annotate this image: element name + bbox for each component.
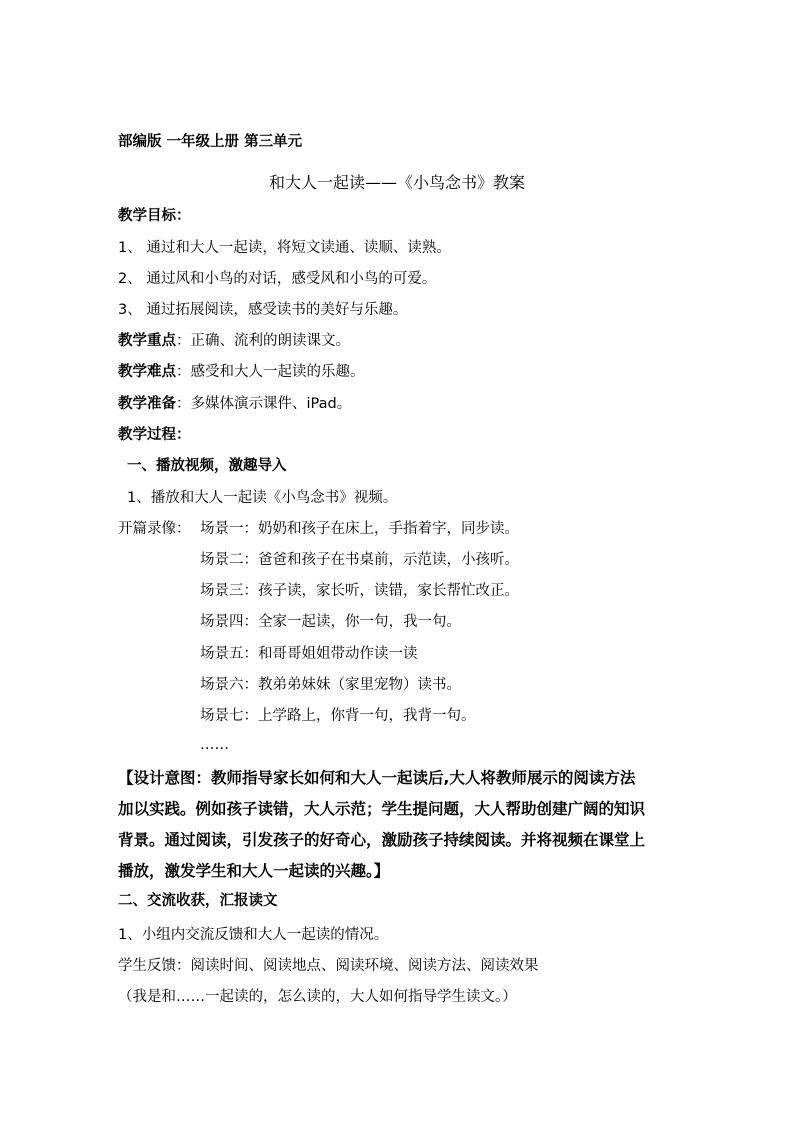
feedback-text: 学生反馈：阅读时间、阅读地点、阅读环境、阅读方法、阅读效果	[118, 958, 539, 974]
objectives-heading: 教学目标：	[118, 208, 191, 224]
key-point-label: 教学重点	[118, 333, 176, 349]
section1-title: 一、播放视频，激趣导入	[127, 458, 287, 474]
section2-title: 二、交流收获，汇报读文	[118, 893, 278, 909]
key-point-text: ：正确、流利的朗读课文。	[176, 333, 350, 349]
objective-item: 2、 通过风和小鸟的对话，感受风和小鸟的可爱。	[118, 271, 437, 287]
scene-item: 场景一：奶奶和孩子在床上，手指着字，同步读。	[200, 521, 519, 537]
header-line: 部编版 一年级上册 第三单元	[118, 134, 303, 150]
prep-label: 教学准备	[118, 396, 176, 412]
scene-item: 场景七：上学路上，你背一句，我背一句。	[200, 708, 476, 724]
step1-text: 1、播放和大人一起读《小鸟念书》视频。	[127, 490, 398, 506]
objective-item: 3、 通过拓展阅读，感受读书的美好与乐趣。	[118, 302, 408, 318]
design-intent-line: 播放，激发学生和大人一起读的兴趣。】	[118, 862, 390, 880]
scene-item: 场景四：全家一起读，你一句，我一句。	[200, 614, 461, 630]
objective-item: 1、 通过和大人一起读，将短文读通、读顺、读熟。	[118, 240, 451, 256]
document-title: 和大人一起读——《小鸟念书》教案	[268, 173, 525, 192]
design-intent-line: 【设计意图：教师指导家长如何和大人一起读后,大人将教师展示的阅读方法	[118, 769, 636, 787]
note-text: （我是和……一起读的，怎么读的，大人如何指导学生读文。）	[118, 989, 517, 1005]
design-intent-line: 加以实践。例如孩子读错，大人示范；学生提问题，大人帮助创建广阔的知识	[118, 800, 646, 818]
scene-item: 场景五：和哥哥姐姐带动作读一读	[200, 646, 418, 662]
scene-item: 场景二：爸爸和孩子在书桌前，示范读，小孩听。	[200, 552, 519, 568]
scene-item: 场景三：孩子读，家长听，读错，家长帮忙改正。	[200, 583, 519, 599]
prep-line	[118, 394, 351, 414]
difficulty-line	[118, 362, 365, 382]
process-heading: 教学过程：	[118, 427, 191, 443]
difficulty-text: ：感受和大人一起读的乐趣。	[176, 364, 365, 380]
step2-text: 1、小组内交流反馈和大人一起读的情况。	[118, 927, 389, 943]
opening-label: 开篇录像：	[118, 521, 191, 537]
scene-ellipsis: ……	[200, 737, 229, 753]
difficulty-label: 教学难点	[118, 364, 176, 380]
prep-text: ：多媒体演示课件、iPad。	[176, 396, 352, 412]
scene-item: 场景六：教弟弟妹妹（家里宠物）读书。	[200, 677, 461, 693]
key-point-line	[118, 331, 350, 351]
design-intent-line: 背景。通过阅读，引发孩子的好奇心，激励孩子持续阅读。并将视频在课堂上	[118, 831, 646, 849]
